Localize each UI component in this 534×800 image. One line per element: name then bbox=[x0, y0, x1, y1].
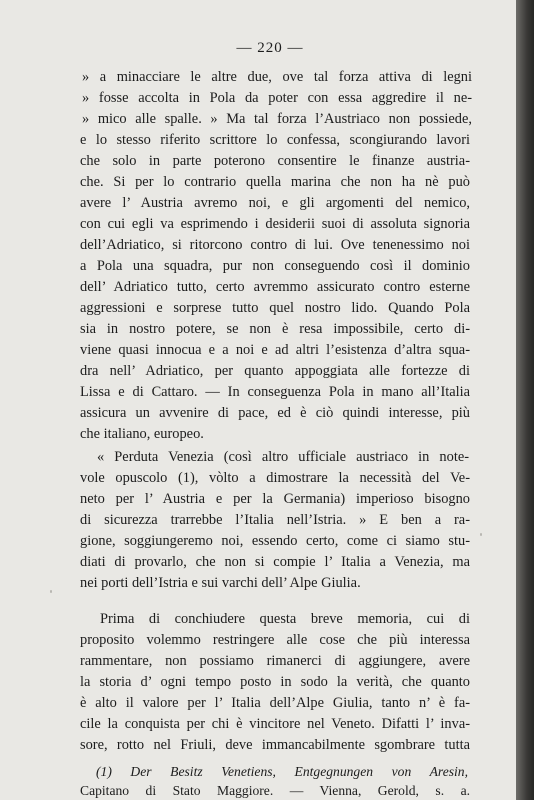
text-line: gione, soggiungeremo noi, essendo certo, come ci siamo stu- bbox=[80, 533, 470, 549]
text-line: rammentare, non possiamo rimanerci di aggiungere, avere bbox=[80, 653, 470, 669]
text-line: » a minacciare le altre due, ove tal forza attiva di legni bbox=[82, 69, 472, 85]
footnote-line: (1) Der Besitz Venetiens, Entgegnungen von Aresin, bbox=[96, 764, 468, 779]
text-line: neto per l’ Austria e per la Germania) imperioso bisogno bbox=[80, 491, 470, 507]
text-line: di sicurezza trarrebbe l’Italia nell’Istria. » E ben a ra- bbox=[80, 512, 470, 528]
text-line: sia in nostro potere, se non è resa impossibile, certo di- bbox=[80, 321, 470, 337]
text-line: » fosse accolta in Pola da poter con essa aggredire il ne- bbox=[82, 90, 472, 106]
page-edge-shadow bbox=[516, 0, 534, 800]
text-line: aggressioni e sorprese tutto quel nostro lido. Quando Pola bbox=[80, 300, 470, 316]
text-line: che. Si per lo contrario quella marina che non ha nè può bbox=[80, 174, 470, 190]
text-line: dell’ Adriatico tutto, certo avremmo assicurato contro esterne bbox=[80, 279, 470, 295]
text-line: nei porti dell’Istria e sui varchi dell’ Alpe Giulia. bbox=[80, 575, 361, 591]
text-line: « Perduta Venezia (così altro ufficiale austriaco in note- bbox=[97, 449, 469, 465]
paper-speck bbox=[50, 590, 52, 593]
text-line: diati di provarlo, che non si compie l’ Italia a Venezia, ma bbox=[80, 554, 470, 570]
text-line: con cui egli va esprimendo i desiderii suoi di assoluta signoria bbox=[80, 216, 470, 232]
paper-speck bbox=[480, 533, 482, 536]
text-line: sore, rotto nel Friuli, deve immancabilmente sgombrare tutta bbox=[80, 737, 470, 753]
text-line: la storia d’ ogni tempo posto in sodo la verità, che quanto bbox=[80, 674, 470, 690]
text-line: cile la conquista per chi è vincitore nel Veneto. Difatti l’ inva- bbox=[80, 716, 470, 732]
text-line: proposito volemmo restringere alle cose che più interessa bbox=[80, 632, 470, 648]
text-line: » mico alle spalle. » Ma tal forza l’Austriaco non possiede, bbox=[82, 111, 472, 127]
text-line: a Pola una squadra, pur non conseguendo così il dominio bbox=[80, 258, 470, 274]
text-line: Prima di conchiudere questa breve memoria, cui di bbox=[100, 611, 470, 627]
text-line: è alto il valore per l’ Italia dell’Alpe Giulia, tanto n’ è fa- bbox=[80, 695, 470, 711]
text-line: viene quasi innocua e a noi e ad altri l’esistenza d’altra squa- bbox=[80, 342, 470, 358]
text-line: che italiano, europeo. bbox=[80, 426, 204, 442]
footnote-line: Capitano di Stato Maggiore. — Vienna, Gerold, s. a. bbox=[80, 783, 470, 798]
text-line: dra nell’ Adriatico, per quanto appoggiata alle fortezze di bbox=[80, 363, 470, 379]
text-line: assicura un avvenire di pace, ed è ciò quindi interesse, più bbox=[80, 405, 470, 421]
text-line: che solo in parte poterono consentire le finanze austria- bbox=[80, 153, 470, 169]
text-line: dell’Adriatico, si ritorcono contro di lui. Ove tenenessimo noi bbox=[80, 237, 470, 253]
text-line: Lissa e di Cattaro. — In conseguenza Pola in mano all’Italia bbox=[80, 384, 470, 400]
text-line: avere l’ Austria avremo noi, e gli argomenti del nemico, bbox=[80, 195, 470, 211]
page-number: — 220 — bbox=[236, 40, 304, 56]
text-line: e lo stesso riferito scrittore lo confessa, scongiurando lavori bbox=[80, 132, 470, 148]
text-line: vole opuscolo (1), vòlto a dimostrare la necessità del Ve- bbox=[80, 470, 470, 486]
